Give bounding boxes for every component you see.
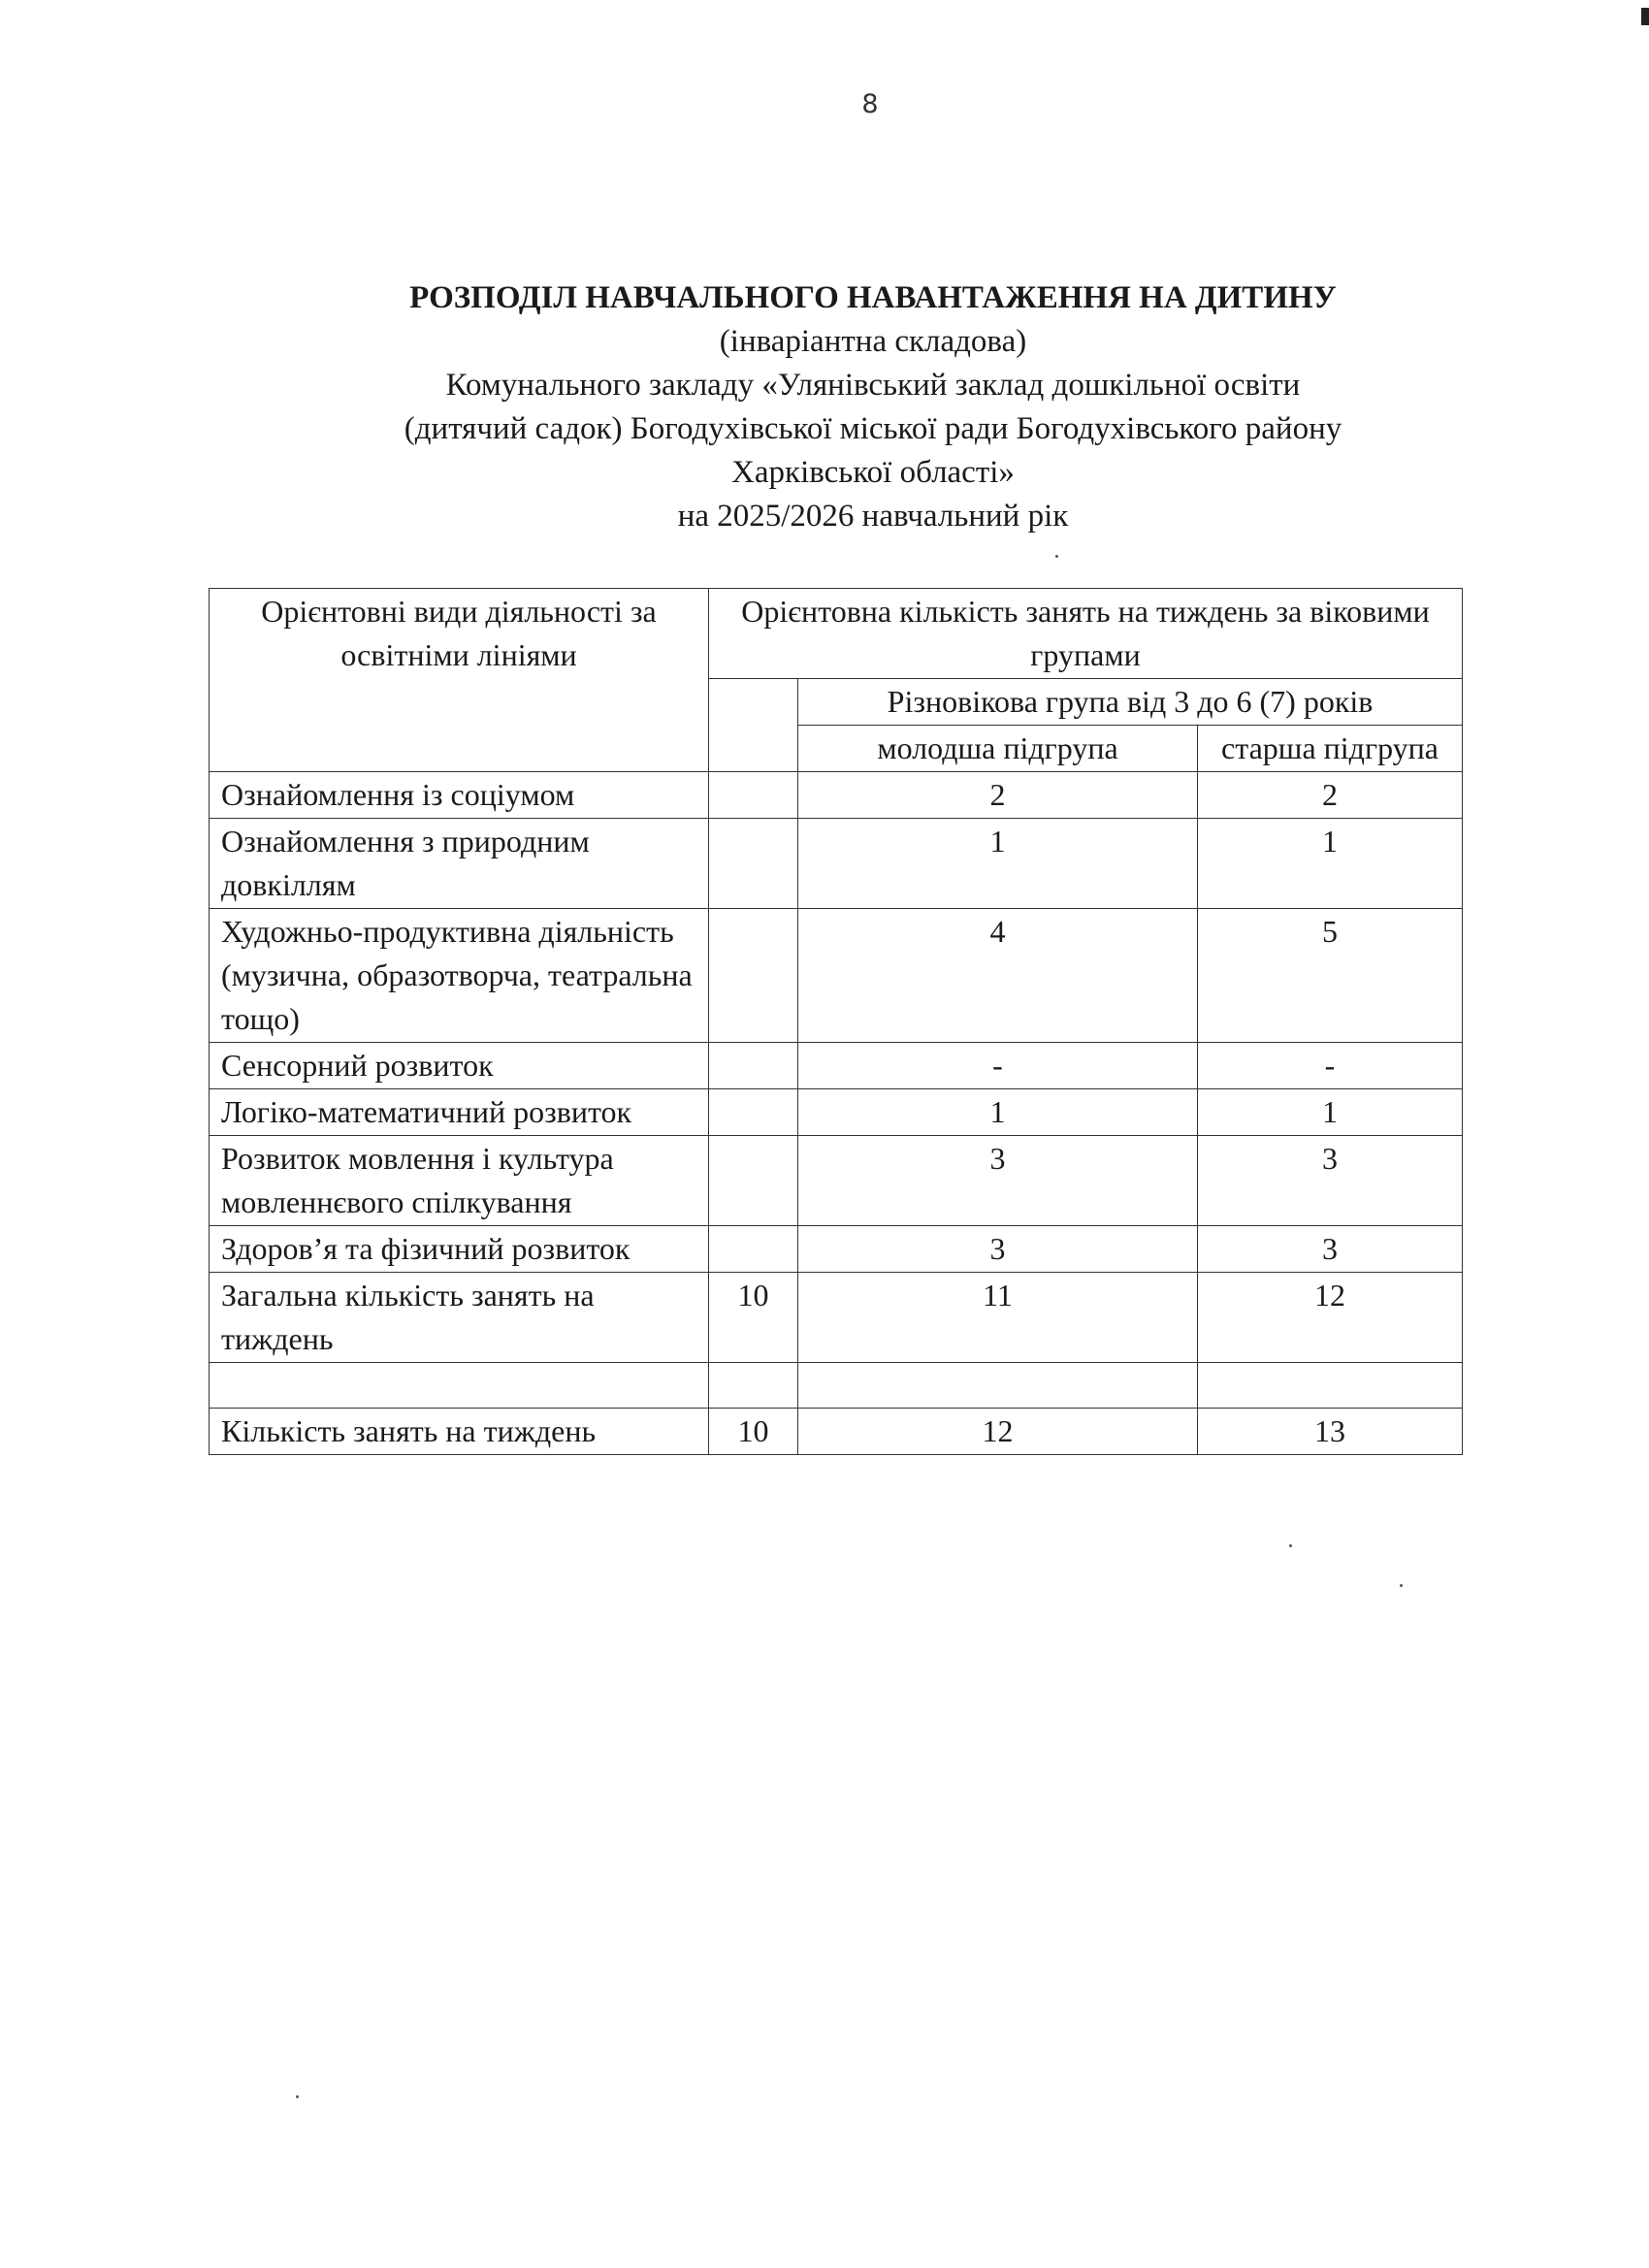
subtitle-line-1: (інваріантна складова) [719, 324, 1027, 359]
cell-base [709, 1089, 798, 1136]
cell-activity: Сенсорний розвиток [210, 1043, 709, 1089]
cell-activity: Ознайомлення з природним довкіллям [210, 819, 709, 909]
table-row [210, 1136, 1463, 1226]
scan-speck [1055, 555, 1058, 558]
cell-older: 12 [1198, 1273, 1463, 1363]
cell-activity: Розвиток мовлення і культура мовленнєвого спілкування [210, 1136, 709, 1226]
cell-older: 13 [1198, 1409, 1463, 1455]
subgroup-younger-header: молодша підгрупа [798, 726, 1198, 772]
count-column-header: Орієнтовна кількість занять на тиждень за віковими групами [709, 589, 1463, 679]
table-row [210, 1226, 1463, 1273]
cell-base [709, 772, 798, 819]
cell-base: 10 [709, 1273, 798, 1363]
cell-activity: Художньо-продуктивна діяльність (музична, образотворча, театральна тощо) [210, 909, 709, 1043]
cell-base [709, 1043, 798, 1089]
scan-speck [1400, 1584, 1403, 1587]
cell-older: 1 [1198, 819, 1463, 909]
cell-activity: Загальна кількість занять на тиждень [210, 1273, 709, 1363]
table-row [210, 1043, 1463, 1089]
subtitle-line-2: Комунального закладу «Улянівський заклад дошкільної освіти [445, 368, 1301, 403]
subtitle-line-4: Харківської області» [731, 455, 1015, 490]
subgroup-older-header: старша підгрупа [1198, 726, 1463, 772]
table-row [210, 909, 1463, 1043]
cell-older: 1 [1198, 1089, 1463, 1136]
group-header: Різновікова група від 3 до 6 (7) років [798, 679, 1463, 726]
cell-activity: Логіко-математичний розвиток [210, 1089, 709, 1136]
table-row [210, 1363, 1463, 1409]
cell-younger [798, 1363, 1198, 1409]
cell-younger: - [798, 1043, 1198, 1089]
document-title: РОЗПОДІЛ НАВЧАЛЬНОГО НАВАНТАЖЕННЯ НА ДИТИНУ [409, 280, 1337, 315]
cell-base [709, 909, 798, 1043]
table-row [210, 772, 1463, 819]
cell-activity: Кількість занять на тиждень [210, 1409, 709, 1455]
page-number: 8 [861, 89, 879, 119]
cell-older: 5 [1198, 909, 1463, 1043]
cell-activity: Ознайомлення із соціумом [210, 772, 709, 819]
cell-older [1198, 1363, 1463, 1409]
subtitle-line-3: (дитячий садок) Богодухівської міської ради Богодухівського району [404, 411, 1342, 446]
cell-older: 3 [1198, 1136, 1463, 1226]
subtitle-line-5: на 2025/2026 навчальний рік [677, 499, 1069, 534]
table-row [210, 819, 1463, 909]
cell-younger: 11 [798, 1273, 1198, 1363]
scan-speck [1289, 1544, 1292, 1547]
cell-younger: 2 [798, 772, 1198, 819]
activity-column-header: Орієнтовні види діяльності за освітніми лініями [210, 589, 709, 772]
cell-younger: 12 [798, 1409, 1198, 1455]
scan-speck [296, 2095, 299, 2098]
scan-edge-mark [1641, 8, 1649, 25]
workload-table [209, 588, 1463, 1455]
cell-base [709, 1136, 798, 1226]
cell-activity: Здоров’я та фізичний розвиток [210, 1226, 709, 1273]
table-body [210, 772, 1463, 1455]
cell-younger: 3 [798, 1136, 1198, 1226]
cell-older: 2 [1198, 772, 1463, 819]
cell-base [709, 1226, 798, 1273]
cell-base [709, 819, 798, 909]
cell-activity [210, 1363, 709, 1409]
cell-base: 10 [709, 1409, 798, 1455]
cell-base [709, 1363, 798, 1409]
base-column-header [709, 679, 798, 772]
document-heading [0, 276, 1649, 538]
table-row [210, 1089, 1463, 1136]
cell-younger: 1 [798, 819, 1198, 909]
cell-younger: 1 [798, 1089, 1198, 1136]
table-row [210, 1273, 1463, 1363]
header-row-1 [210, 589, 1463, 679]
cell-older: - [1198, 1043, 1463, 1089]
cell-younger: 4 [798, 909, 1198, 1043]
cell-older: 3 [1198, 1226, 1463, 1273]
cell-younger: 3 [798, 1226, 1198, 1273]
table-row [210, 1409, 1463, 1455]
